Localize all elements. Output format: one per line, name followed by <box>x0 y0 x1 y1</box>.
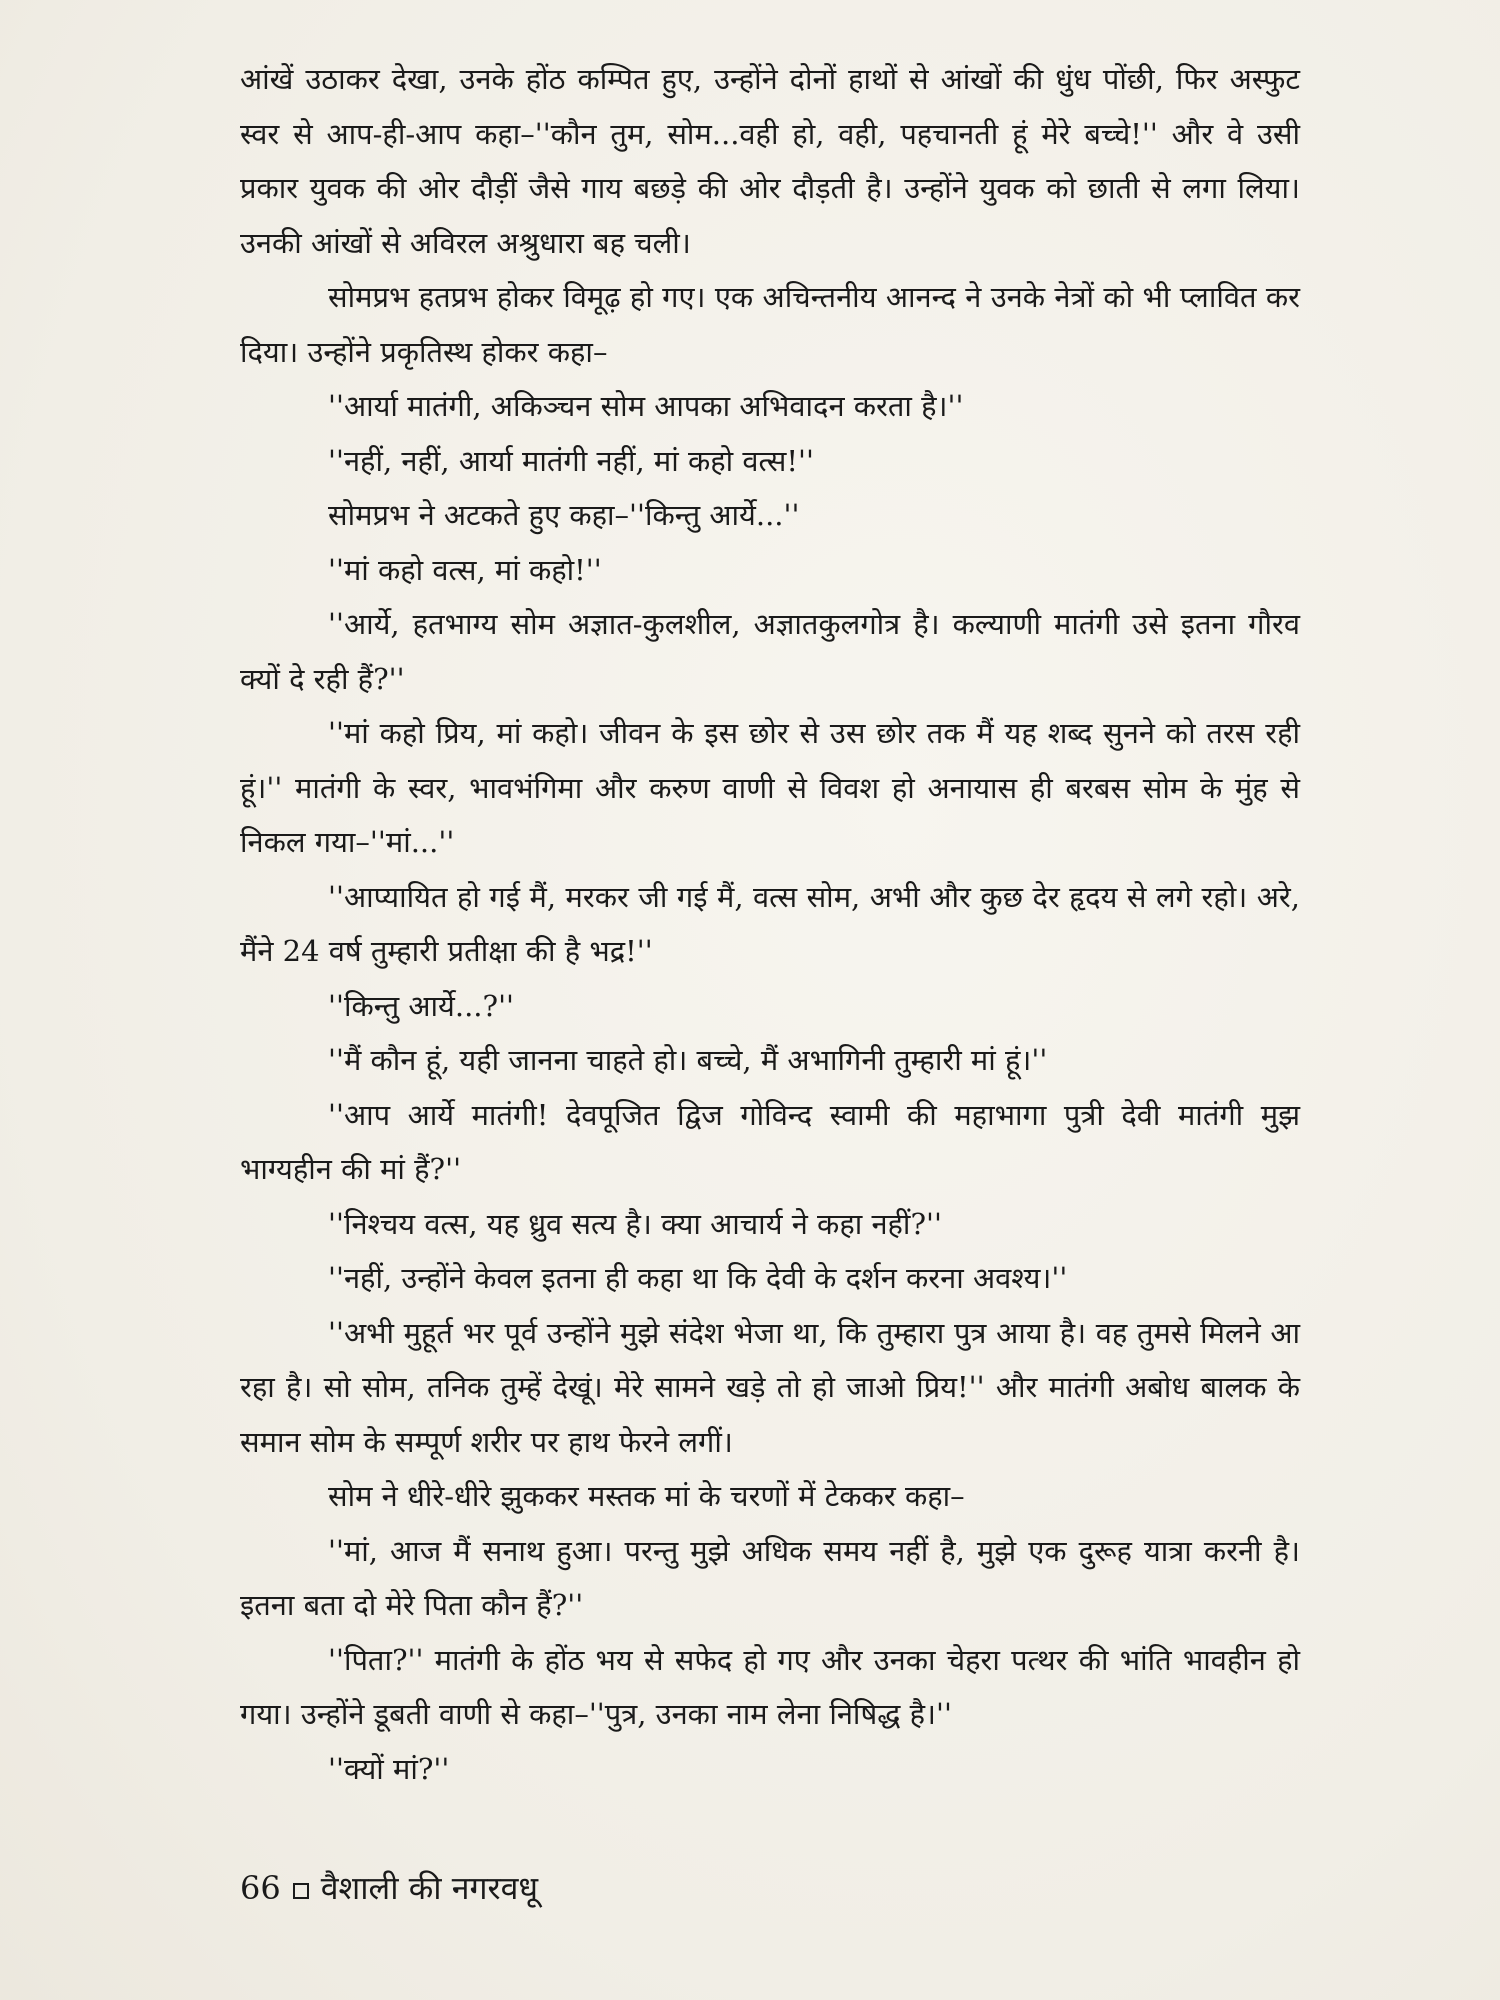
page-number: 66 <box>240 1868 281 1907</box>
paragraph: ''आप आर्ये मातंगी! देवपूजित द्विज गोविन्द स्वामी की महाभागा पुत्री देवी मातंगी मुझ भाग्यहीन की मां हैं?'' <box>240 1097 1300 1186</box>
paragraph: ''मां कहो वत्स, मां कहो!'' <box>328 552 602 587</box>
square-separator-icon <box>293 1883 309 1899</box>
paragraph: ''आर्या मातंगी, अकिञ्चन सोम आपका अभिवादन करता है।'' <box>328 389 964 423</box>
paragraph: ''अभी मुहूर्त भर पूर्व उन्होंने मुझे संदेश भेजा था, कि तुम्हारा पुत्र आया है। वह तुमसे मिलने आ रहा है। सो सोम, तनिक तुम्हें देखूं। मेरे सामने खड़े तो हो जाओ प्रिय!'' और मातंगी अबोध बालक के समान सोम के सम्पूर्ण शरीर पर हाथ फेरने लगीं। <box>240 1315 1300 1459</box>
paragraph: ''आर्ये, हतभाग्य सोम अज्ञात-कुलशील, अज्ञातकुलगोत्र है। कल्याणी मातंगी उसे इतना गौरव क्यों दे रही हैं?'' <box>240 607 1300 696</box>
body-text <box>240 52 1300 1796</box>
paragraph: ''निश्चय वत्स, यह ध्रुव सत्य है। क्या आचार्य ने कहा नहीं?'' <box>328 1206 942 1241</box>
paragraph: सोमप्रभ हतप्रभ होकर विमूढ़ हो गए। एक अचिन्तनीय आनन्द ने उनके नेत्रों को भी प्लावित कर दिया। उन्होंने प्रकृतिस्थ होकर कहा– <box>240 280 1300 369</box>
paragraph: सोमप्रभ ने अटकते हुए कहा–''किन्तु आर्ये...'' <box>328 498 800 532</box>
paragraph: ''मां कहो प्रिय, मां कहो। जीवन के इस छोर से उस छोर तक मैं यह शब्द सुनने को तरस रही हूं।'' मातंगी के स्वर, भावभंगिमा और करुण वाणी से विवश हो अनायास ही बरबस सोम के मुंह से निकल गया–''मां...'' <box>240 716 1300 859</box>
paragraph: ''पिता?'' मातंगी के होंठ भय से सफेद हो गए और उनका चेहरा पत्थर की भांति भावहीन हो गया। उन्होंने डूबती वाणी से कहा–''पुत्र, उनका नाम लेना निषिद्ध है।'' <box>240 1642 1300 1731</box>
paragraph: ''किन्तु आर्ये...?'' <box>328 988 515 1023</box>
paragraph: ''आप्यायित हो गई मैं, मरकर जी गई मैं, वत्स सोम, अभी और कुछ देर हृदय से लगे रहो। अरे, मैंने 24 वर्ष तुम्हारी प्रतीक्षा की है भद्र!'' <box>240 879 1300 968</box>
paragraph: ''नहीं, उन्होंने केवल इतना ही कहा था कि देवी के दर्शन करना अवश्य।'' <box>328 1261 1068 1295</box>
paragraph: आंखें उठाकर देखा, उनके होंठ कम्पित हुए, उन्होंने दोनों हाथों से आंखों की धुंध पोंछी, फिर अस्फुट स्वर से आप-ही-आप कहा–''कौन तुम, सोम...वही हो, वही, पहचानती हूं मेरे बच्चे!'' और वे उसी प्रकार युवक की ओर दौड़ीं जैसे गाय बछड़े की ओर दौड़ती है। उन्होंने युवक को छाती से लगा लिया। उनकी आंखों से अविरल अश्रुधारा बह चली। <box>240 62 1300 260</box>
paragraph: सोम ने धीरे-धीरे झुककर मस्तक मां के चरणों में टेककर कहा– <box>328 1479 965 1513</box>
book-title: वैशाली की नगरवधू <box>320 1869 539 1907</box>
page-footer <box>240 1866 538 1909</box>
paragraph: ''क्यों मां?'' <box>328 1751 450 1786</box>
paragraph: ''मां, आज मैं सनाथ हुआ। परन्तु मुझे अधिक समय नहीं है, मुझे एक दुरूह यात्रा करनी है। इतना बता दो मेरे पिता कौन हैं?'' <box>240 1533 1300 1622</box>
paragraph: ''नहीं, नहीं, आर्या मातंगी नहीं, मां कहो वत्स!'' <box>328 443 814 478</box>
paragraph: ''मैं कौन हूं, यही जानना चाहते हो। बच्चे, मैं अभागिनी तुम्हारी मां हूं।'' <box>328 1043 1048 1077</box>
